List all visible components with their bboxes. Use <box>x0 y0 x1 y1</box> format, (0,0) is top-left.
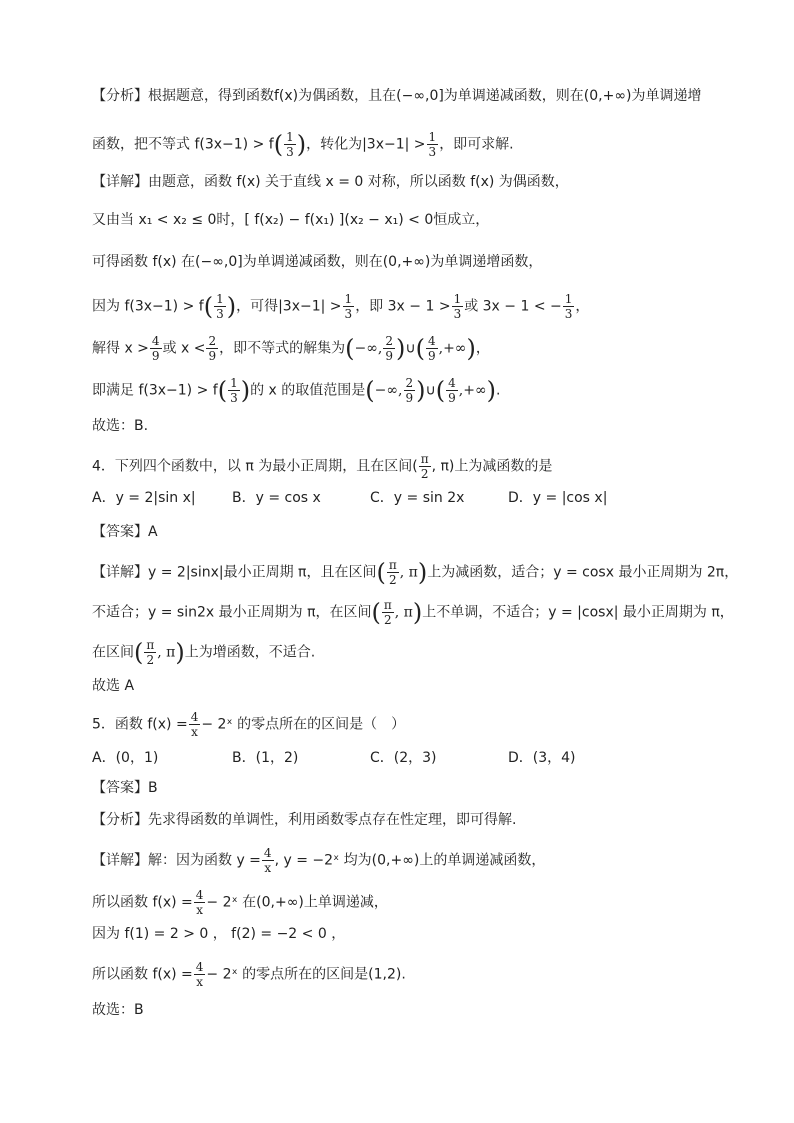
text: 故选：B. <box>92 418 149 434</box>
text: 故选：B <box>92 1002 144 1018</box>
fraction: $\frac{1}{3}$ <box>344 292 353 321</box>
paren: ( <box>345 334 355 363</box>
text: 【分析】根据题意，得到函数f(x)为偶函数，且在(−∞,0]为单调递减函数，则在(0,+∞)为单调递增 <box>92 88 702 104</box>
text: 因为 f(1) = 2 > 0 ， f(2) = −2 < 0 ， <box>92 926 346 942</box>
text: ，可得|3x−1| > <box>236 298 342 315</box>
fraction: $\frac{4}{9}$ <box>427 334 436 363</box>
fraction: $\frac{4}{x}$ <box>190 710 199 739</box>
paren: ) <box>416 376 426 405</box>
option-b: B．(1，2) <box>232 750 299 766</box>
text: −∞, <box>374 382 403 399</box>
text: , y = −2ˣ 均为(0,+∞)上的单调递减函数， <box>274 852 546 869</box>
fraction: $\frac{\pi}{2}$ <box>388 558 397 587</box>
text: − 2ˣ 的零点所在的区间是(1,2). <box>206 966 406 983</box>
fraction: $\frac{1}{3}$ <box>286 130 294 159</box>
text: 或 3x − 1 < − <box>464 298 562 315</box>
fraction: $\frac{1}{3}$ <box>216 292 224 321</box>
paren: ( <box>376 558 386 587</box>
text: 或 x < <box>162 340 206 357</box>
text: 5．函数 f(x) = <box>92 716 188 733</box>
text: −∞, <box>354 340 383 357</box>
option-d: D．y = |cos x| <box>508 490 608 506</box>
text: . <box>496 382 501 399</box>
detail-5-line-1 <box>92 846 545 875</box>
text: , π <box>157 644 176 661</box>
text: 所以函数 f(x) = <box>92 966 193 983</box>
fraction: $\frac{1}{3}$ <box>230 376 238 405</box>
paren: ( <box>415 334 425 363</box>
text: − 2ˣ 在(0,+∞)上单调递减， <box>206 894 388 911</box>
paren: ) <box>486 376 496 405</box>
text: 所以函数 f(x) = <box>92 894 193 911</box>
fraction: $\frac{2}{9}$ <box>385 334 393 363</box>
paren: ( <box>435 376 446 405</box>
fraction: $\frac{1}{3}$ <box>564 292 573 321</box>
detail-line-4 <box>92 292 589 321</box>
option-a: A．(0，1) <box>92 750 159 766</box>
text: 上不单调，不适合；y = |cosx| 最小正周期为 π， <box>422 604 734 621</box>
detail-line-2 <box>92 210 489 230</box>
analysis-5 <box>92 810 516 830</box>
paren: ) <box>417 558 428 587</box>
fraction: $\frac{4}{x}$ <box>195 960 204 989</box>
paren: ) <box>395 334 406 363</box>
paren: ( <box>273 130 284 159</box>
text: 解得 x > <box>92 340 149 357</box>
option-c: C．y = sin 2x <box>370 490 465 506</box>
text: 又由当 x₁ < x₂ ≤ 0时，[ f(x₂) − f(x₁) ](x₂ − x₁) < 0恒成立， <box>92 212 490 228</box>
text: ，转化为|3x−1| > <box>306 136 426 153</box>
select-5 <box>92 1000 144 1020</box>
text: ∪ <box>405 340 416 357</box>
paren: ( <box>217 376 228 405</box>
fraction: $\frac{2}{9}$ <box>405 376 414 405</box>
text: ，即不等式的解集为 <box>219 340 346 357</box>
fraction: $\frac{\pi}{2}$ <box>383 598 392 627</box>
text: ,+∞ <box>438 340 467 357</box>
detail-5-line-3 <box>92 924 345 944</box>
paren: ( <box>371 598 381 627</box>
text: − 2ˣ 的零点所在的区间是（ ） <box>201 716 406 733</box>
text: 【详解】解：因为函数 y = <box>92 852 261 869</box>
text: 的 x 的取值范围是 <box>250 382 366 399</box>
paren: ) <box>466 334 476 363</box>
paren: ( <box>365 376 375 405</box>
detail-line-6 <box>92 376 500 405</box>
text: 即满足 f(3x−1) > f <box>92 382 218 399</box>
fraction: $\frac{2}{9}$ <box>208 334 217 363</box>
answer-4 <box>92 522 158 542</box>
text: ，即可求解. <box>439 136 514 153</box>
paren: ( <box>134 638 144 667</box>
fraction: $\frac{4}{9}$ <box>448 376 456 405</box>
detail-line-3 <box>92 252 542 272</box>
analysis-line-1 <box>92 86 701 106</box>
text: ,+∞ <box>458 382 487 399</box>
text: ，即 3x − 1 > <box>355 298 451 315</box>
question-4 <box>92 452 552 481</box>
paren: ) <box>175 638 185 667</box>
option-d: D．(3，4) <box>508 750 576 766</box>
text: 故选 A <box>92 678 135 694</box>
fraction: $\frac{4}{x}$ <box>263 846 272 875</box>
paren: ( <box>203 292 214 321</box>
option-a: A．y = 2|sin x| <box>92 490 196 506</box>
detail-line-1 <box>92 172 569 192</box>
text: 【答案】B <box>92 780 158 796</box>
text: 【答案】A <box>92 524 158 540</box>
text: 上为增函数，不适合. <box>184 644 316 661</box>
text: 在区间 <box>92 644 134 661</box>
text: ， <box>575 298 590 315</box>
text: , π <box>394 604 413 621</box>
detail-4-line-2 <box>92 598 734 627</box>
detail-5-line-4 <box>92 960 406 989</box>
paren: ) <box>296 130 307 159</box>
text: 4．下列四个函数中，以 π 为最小正周期，且在区间( <box>92 458 418 475</box>
fraction: $\frac{\pi}{2}$ <box>420 452 429 481</box>
text: ∪ <box>425 382 436 399</box>
select-4 <box>92 676 134 696</box>
text: ， <box>475 340 490 357</box>
fraction: $\frac{4}{9}$ <box>151 334 160 363</box>
question-5 <box>92 710 405 739</box>
text: 可得函数 f(x) 在(−∞,0]为单调递减函数，则在(0,+∞)为单调递增函数， <box>92 254 543 270</box>
text: 函数，把不等式 f(3x−1) > f <box>92 136 274 153</box>
text: , π)上为减函数的是 <box>431 458 553 475</box>
detail-line-5 <box>92 334 490 363</box>
text: 【详解】y = 2|sinx|最小正周期 π，且在区间 <box>92 564 377 581</box>
text: 上为减函数，适合；y = cosx 最小正周期为 2π， <box>427 564 739 581</box>
text: 【详解】由题意，函数 f(x) 关于直线 x = 0 对称，所以函数 f(x) 为偶函数， <box>92 174 569 190</box>
text: 不适合；y = sin2x 最小正周期为 π，在区间 <box>92 604 372 621</box>
option-c: C．(2，3) <box>370 750 437 766</box>
detail-4-line-3 <box>92 638 315 667</box>
fraction: $\frac{1}{3}$ <box>453 292 462 321</box>
paren: ) <box>412 598 423 627</box>
fraction: $\frac{\pi}{2}$ <box>146 638 155 667</box>
fraction: $\frac{4}{x}$ <box>195 888 204 917</box>
select-line-3 <box>92 416 148 436</box>
text: 【分析】先求得函数的单调性，利用函数零点存在性定理，即可得解. <box>92 812 517 828</box>
answer-5 <box>92 778 158 798</box>
option-b: B．y = cos x <box>232 490 321 506</box>
paren: ) <box>240 376 251 405</box>
fraction: $\frac{1}{3}$ <box>428 130 437 159</box>
detail-4-line-1 <box>92 558 738 587</box>
text: 因为 f(3x−1) > f <box>92 298 204 315</box>
detail-5-line-2 <box>92 888 388 917</box>
text: , π <box>399 564 418 581</box>
analysis-line-2 <box>92 130 514 159</box>
paren: ) <box>226 292 237 321</box>
